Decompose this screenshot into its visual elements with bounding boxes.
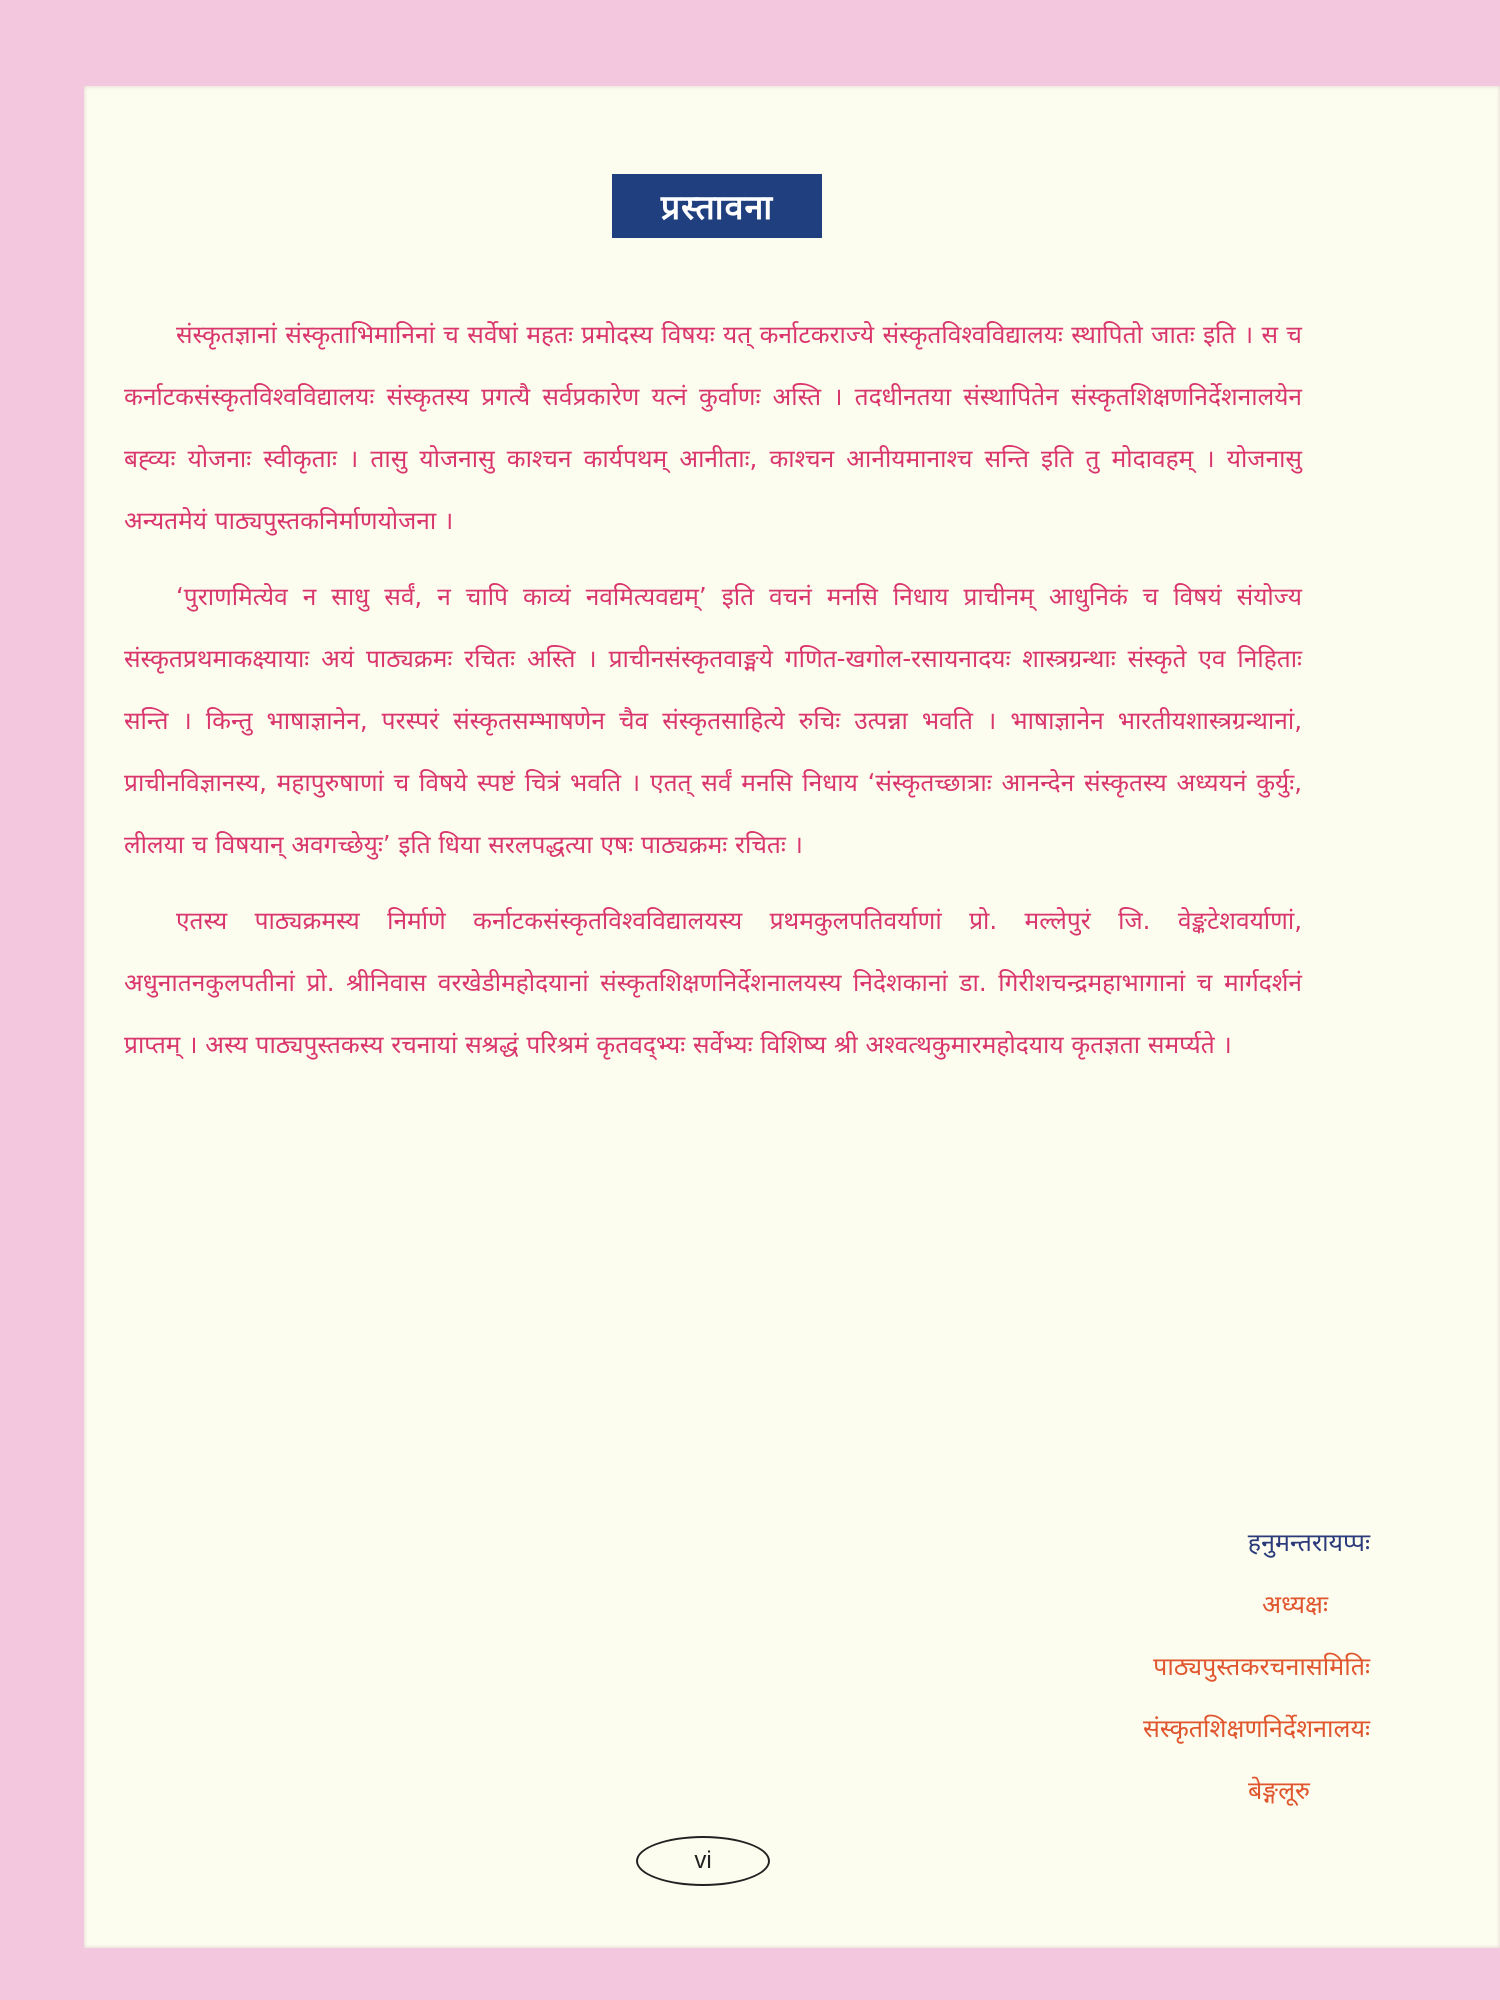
paragraph-3: एतस्य पाठ्यक्रमस्य निर्माणे कर्नाटकसंस्कृतविश्वविद्यालयस्य प्रथमकुलपतिवर्याणां प्रो. मल्लेपुरं जि. वेङ्कटेशवर्याणां, अधुनातनकुलपतीनां प्रो. श्रीनिवास वरखेडीमहोदयानां संस्कृतशिक्षणनिर्देशनालयस्य निदेशकानां डा. गिरीशचन्द्रमहाभागानां च मार्गदर्शनं प्राप्तम् । अस्य पाठ्यपुस्तकस्य रचनायां सश्रद्धं परिश्रमं कृतवद्भ्यः सर्वेभ्यः विशिष्य श्री अश्वत्थकुमारमहोदयाय कृतज्ञता समर्प्यते । — [124, 906, 1302, 1059]
signature-role: अध्यक्षः — [1262, 1590, 1328, 1619]
signature-name: हनुमन्तरायप्पः — [1247, 1528, 1370, 1557]
paragraph-2: ‘पुराणमित्येव न साधु सर्वं, न चापि काव्यं नवमित्यवद्यम्’ इति वचनं मनसि निधाय प्राचीनम् आधुनिकं च विषयं संयोज्य संस्कृतप्रथमाकक्ष्यायाः अयं पाठ्यक्रमः रचितः अस्ति । प्राचीनसंस्कृतवाङ्मये गणित-खगोल-रसायनादयः शास्त्रग्रन्थाः संस्कृते एव निहिताः सन्ति । किन्तु भाषाज्ञानेन, परस्परं संस्कृतसम्भाषणेन चैव संस्कृतसाहित्ये रुचिः उत्पन्ना भवति । भाषाज्ञानेन भारतीयशास्त्रग्रन्थानां, प्राचीनविज्ञानस्य, महापुरुषाणां च विषये स्पष्टं चित्रं भवति । एतत् सर्वं मनसि निधाय ‘संस्कृतच्छात्राः आनन्देन संस्कृतस्य अध्ययनं कुर्युः, लीलया च विषयान् अवगच्छेयुः’ इति धिया सरलपद्धत्या एषः पाठ्यक्रमः रचितः । — [124, 582, 1302, 859]
signature-committee: पाठ्यपुस्तकरचनासमितिः — [1153, 1652, 1370, 1681]
signature-directorate: संस्कृतशिक्षणनिर्देशनालयः — [1142, 1714, 1370, 1743]
paragraph-1: संस्कृतज्ञानां संस्कृताभिमानिनां च सर्वेषां महतः प्रमोदस्य विषयः यत् कर्नाटकराज्ये संस्कृतविश्वविद्यालयः स्थापितो जातः इति । स च कर्नाटकसंस्कृतविश्वविद्यालयः संस्कृतस्य प्रगत्यै सर्वप्रकारेण यत्नं कुर्वाणः अस्ति । तदधीनतया संस्थापितेन संस्कृतशिक्षणनिर्देशनालयेन बह्व्यः योजनाः स्वीकृताः । तासु योजनासु काश्चन कार्यपथम् आनीताः, काश्चन आनीयमानाश्च सन्ति इति तु मोदावहम् । योजनासु अन्यतमेयं पाठ्यपुस्तकनिर्माणयोजना । — [124, 320, 1302, 535]
page-number: vi — [636, 1836, 770, 1886]
signature-city: बेङ्गलूरु — [1247, 1776, 1310, 1805]
body-text — [124, 304, 1302, 1090]
page-title: प्रस्तावना — [612, 174, 822, 238]
signature-block — [1143, 1512, 1370, 1822]
